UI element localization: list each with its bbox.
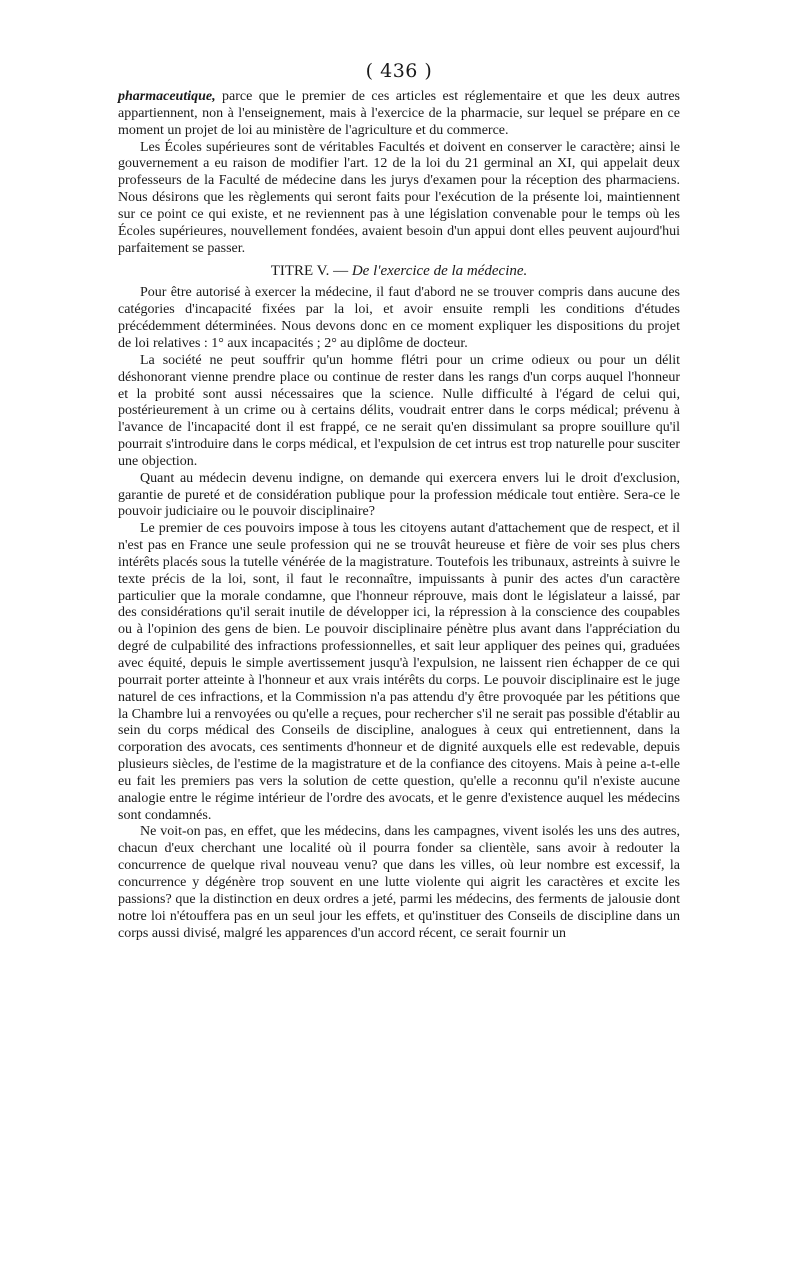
paragraph-5: Quant au médecin devenu indigne, on demande qui exercera envers lui le droit d'exclusion, garantie de pureté et de considération publique pour la profession médicale tout entière. Sera-ce le pouvoir judiciaire ou le pouvoir disciplinaire? bbox=[118, 470, 680, 520]
paragraph-1 bbox=[118, 89, 680, 140]
paragraph-4: La société ne peut souffrir qu'un homme flétri pour un crime odieux ou pour un délit déshonorant vienne prendre place ou continue de rester dans les rangs d'un corps auquel l'honneur et la probité sont aussi nécessaires que la science. Nulle difficulté à l'égard de celui qui, postérieurement à un crime ou à certains délits, voudrait entrer dans le corps médical; prévenu à l'avance de l'incapacité dont il est frappé, ce ne serait qu'en dissimulant sa propre souillure qu'il pourrait s'introduire dans le corps médical, et l'expulsion de cet intrus est trop naturelle pour susciter une objection. bbox=[118, 352, 680, 469]
paragraph-3: Pour être autorisé à exercer la médecine, il faut d'abord ne se trouver compris dans aucune des catégories d'incapacité fixées par la loi, et avoir ensuite rempli les conditions d'études précédemment déterminées. Nous devons donc en ce moment expliquer les dispositions du projet de loi relatives : 1° aux incapacités ; 2° au diplôme de docteur. bbox=[118, 285, 680, 351]
section-heading bbox=[118, 261, 680, 281]
section-title: TITRE V. — bbox=[270, 263, 349, 280]
paragraph-1-text: parce que le premier de ces articles est réglementaire et que les deux autres appartiennent, non à l'enseignement, mais à l'exercice de la pharmacie, sur lequel se prépare en ce moment un projet de loi au ministère de l'agriculture et du commerce. bbox=[118, 89, 680, 138]
paragraph-7: Ne voit-on pas, en effet, que les médecins, dans les campagnes, vivent isolés les uns des autres, chacun d'eux cherchant une localité où il pourra fonder sa clientèle, sans avoir à redouter la concurrence de quelque rival nouveau venu? que dans les villes, où leur nombre est excessif, la concurrence y dégénère trop souvent en une lutte violente qui aigrit les caractères et excite les passions? que la distinction en deux ordres a jeté, parmi les médecins, des ferments de jalousie dont notre loi n'étouffera pas en un seul jour les effets, et qu'instituer des Conseils de discipline dans un corps aussi divisé, malgré les apparences d'un accord récent, ce serait fournir un bbox=[118, 824, 680, 941]
section-subtitle: De l'exercice de la médecine. bbox=[351, 263, 528, 280]
page-number: ( 436 ) bbox=[365, 60, 433, 82]
paragraph-1-lead: pharmaceutique, bbox=[118, 89, 216, 104]
paragraph-2: Les Écoles supérieures sont de véritables Facultés et doivent en conserver le caractère; ainsi le gouvernement a eu raison de modifier l'art. 12 de la loi du 21 germinal an XI, qui appelait deux professeurs de la Faculté de médecine dans les jurys d'examen pour la réception des pharmaciens. Nous désirons que les règlements qui seront faits pour l'exécution de la présente loi, maintiennent sur ce point ce qui existe, et ne reviennent pas à une législation convenable pour le temps où les Écoles supérieures, nouvellement fondées, avaient besoin d'un appui dont elles peuvent aujourd'hui parfaitement se passer. bbox=[118, 139, 680, 256]
document-page bbox=[118, 58, 680, 942]
paragraph-6: Le premier de ces pouvoirs impose à tous les citoyens autant d'attachement que de respect, et il n'est pas en France une seule profession qui ne se trouvât heureuse et fière de voir ses plus chers intérêts placés sous la tutelle vénérée de la magistrature. Toutefois les tribunaux, astreints à suivre le texte précis de la loi, sont, il faut le reconnaître, impuissants à punir des actes d'un caractère particulier que la morale condamne, que l'honneur réprouve, mais dont le législateur a laissé, par des considérations qu'il serait inutile de développer ici, la répression à la conscience des coupables ou à l'opinion des gens de bien. Le pouvoir disciplinaire pénètre plus avant dans l'appréciation du degré de culpabilité des infractions professionnelles, et sait leur appliquer des peines qui, graduées avec équité, depuis le simple avertissement jusqu'à l'expulsion, ne laissent rien échapper de ce qui pourrait porter atteinte à l'honneur et aux vrais intérêts du corps. Le pouvoir disciplinaire est le juge naturel de ces infractions, et la Commission n'a pas attendu d'y être provoquée par les pétitions que la Chambre lui a renvoyées ou qu'elle a reçues, pour rechercher s'il ne serait pas possible d'établir au sein du corps médical des Conseils de discipline, analogues à ceux qui entretiennent, dans la corporation des avocats, ces sentiments d'honneur et de dignité auxquels elle est redevable, depuis plusieurs siècles, de l'estime de la magistrature et de la confiance des citoyens. Mais à peine a-t-elle eu fait les premiers pas vers la solution de cette question, qu'elle a reconnu qu'il n'existe aucune analogie entre le régime intérieur de l'ordre des avocats, et le genre d'existence auquel les médecins sont condamnés. bbox=[118, 521, 680, 823]
